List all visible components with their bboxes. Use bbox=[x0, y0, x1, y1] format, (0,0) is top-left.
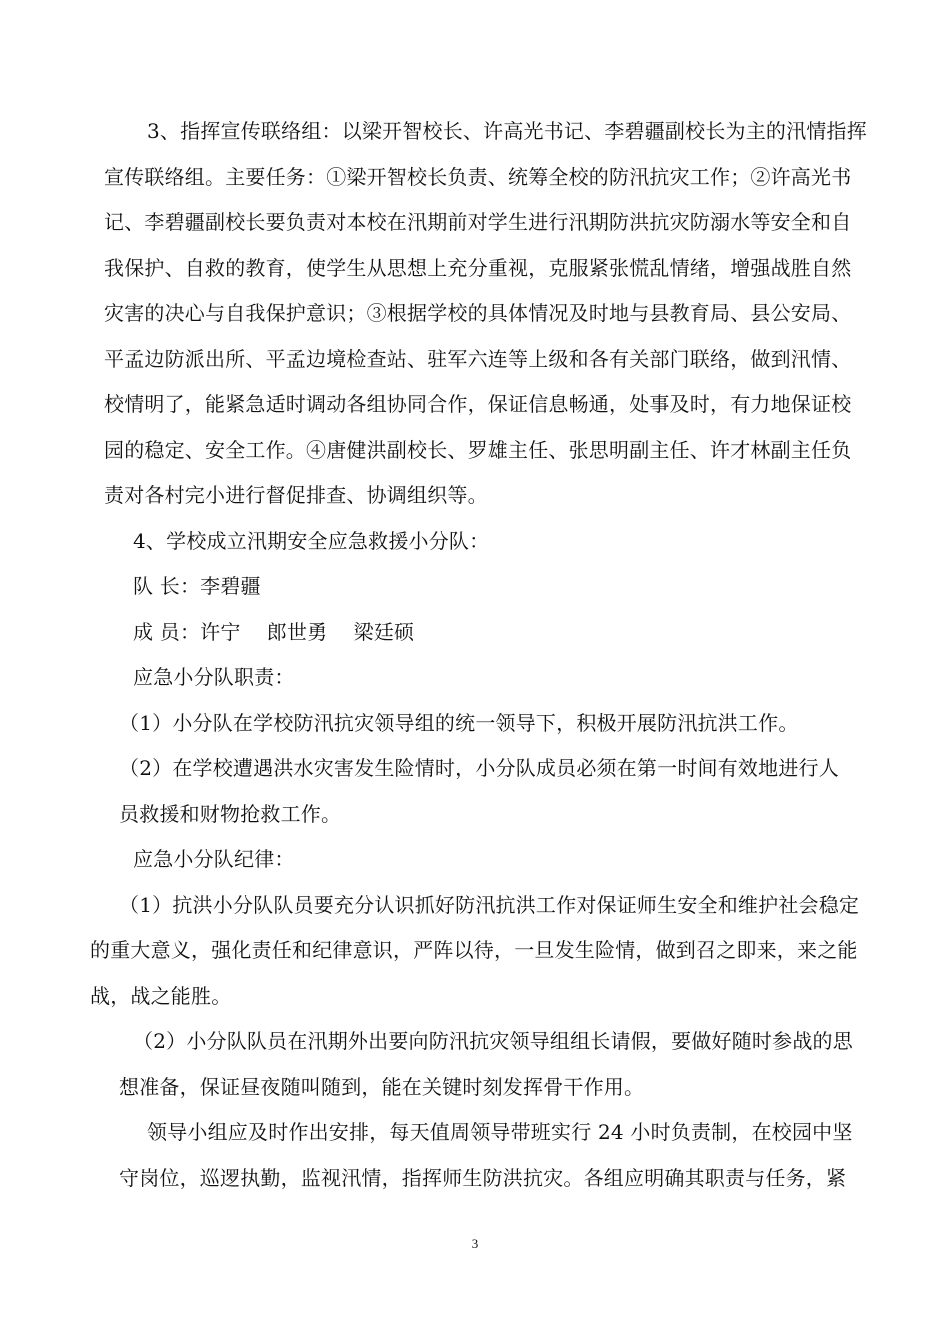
text-line: （1）小分队在学校防汛抗灾领导组的统一领导下，积极开展防汛抗洪工作。 bbox=[119, 711, 799, 735]
text-line: 领导小组应及时作出安排，每天值周领导带班实行 24 小时负责制，在校园中坚 bbox=[147, 1120, 853, 1144]
text-line: 校情明了，能紧急适时调动各组协同合作，保证信息畅通，处事及时，有力地保证校 bbox=[104, 392, 852, 416]
text-line: 记、李碧疆副校长要负责对本校在汛期前对学生进行汛期防洪抗灾防溺水等安全和自 bbox=[104, 210, 852, 234]
text-line: 的重大意义，强化责任和纪律意识，严阵以待，一旦发生险情，做到召之即来，来之能 bbox=[90, 938, 858, 962]
text-line: 守岗位，巡逻执勤，监视汛情，指挥师生防洪抗灾。各组应明确其职责与任务，紧 bbox=[119, 1166, 847, 1190]
team-members: 成 员：许宁 郎世勇 梁廷硕 bbox=[133, 620, 415, 644]
text-line: 园的稳定、安全工作。④唐健洪副校长、罗雄主任、张思明副主任、许才林副主任负 bbox=[104, 438, 852, 462]
text-line: 责对各村完小进行督促排查、协调组织等。 bbox=[104, 483, 488, 507]
text-line: 想准备，保证昼夜随叫随到，能在关键时刻发挥骨干作用。 bbox=[119, 1075, 645, 1099]
text-line: （2）小分队队员在汛期外出要向防汛抗灾领导组组长请假，要做好随时参战的思 bbox=[133, 1029, 853, 1053]
text-line: 员救援和财物抢救工作。 bbox=[119, 802, 342, 826]
text-line: 平孟边防派出所、平孟边境检查站、驻军六连等上级和各有关部门联络，做到汛情、 bbox=[104, 347, 852, 371]
section-heading: 4、学校成立汛期安全应急救援小分队： bbox=[133, 529, 490, 553]
text-line: （1）抗洪小分队队员要充分认识抓好防汛抗洪工作对保证师生安全和维护社会稳定 bbox=[119, 893, 860, 917]
text-line: 3、指挥宣传联络组：以梁开智校长、许高光书记、李碧疆副校长为主的汛情指挥 bbox=[147, 119, 867, 143]
text-line: 我保护、自救的教育，使学生从思想上充分重视，克服紧张慌乱情绪，增强战胜自然 bbox=[104, 256, 852, 280]
text-line: 战，战之能胜。 bbox=[90, 984, 232, 1008]
text-line: （2）在学校遭遇洪水灾害发生险情时，小分队成员必须在第一时间有效地进行人 bbox=[119, 756, 839, 780]
subheading-discipline: 应急小分队纪律： bbox=[133, 847, 295, 871]
text-line: 宣传联络组。主要任务：①梁开智校长负责、统筹全校的防汛抗灾工作；②许高光书 bbox=[104, 165, 852, 189]
subheading-duties: 应急小分队职责： bbox=[133, 665, 295, 689]
page-number: 3 bbox=[471, 1236, 479, 1251]
team-leader: 队 长：李碧疆 bbox=[133, 574, 261, 598]
text-line: 灾害的决心与自我保护意识；③根据学校的具体情况及时地与县教育局、县公安局、 bbox=[104, 301, 852, 325]
